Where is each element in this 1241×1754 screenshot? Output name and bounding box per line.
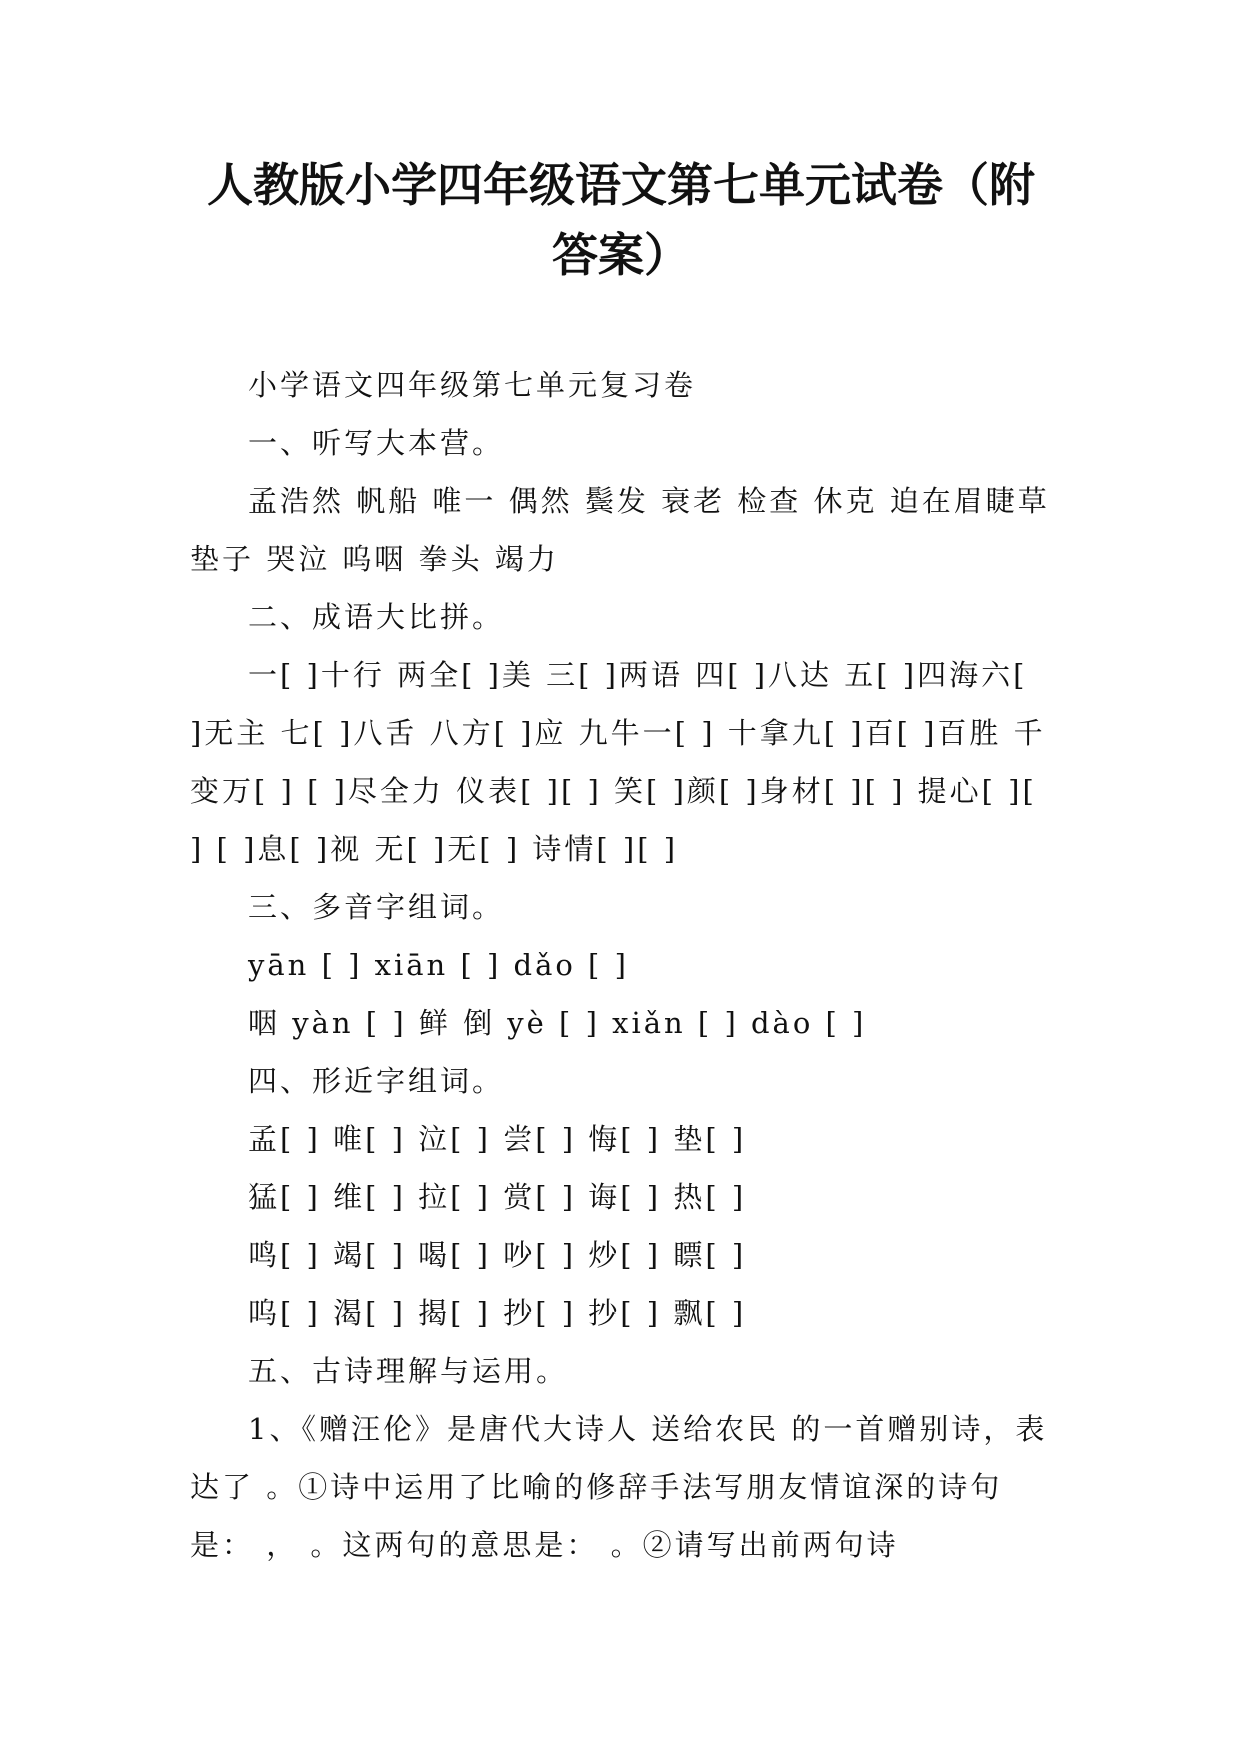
section-heading-5: 五、古诗理解与运用。 bbox=[248, 1354, 569, 1388]
section-heading-2: 二、成语大比拼。 bbox=[248, 600, 505, 634]
polyphone-line-1: yān [ ] xiān [ ] dǎo [ ] bbox=[248, 948, 629, 982]
section-heading-1: 一、听写大本营。 bbox=[248, 426, 505, 460]
dictation-words: 孟浩然 帆船 唯一 偶然 鬓发 衰老 检查 休克 迫在眉睫草垫子 哭泣 呜咽 拳头 竭力 bbox=[190, 484, 1050, 576]
similar-chars-row-1: 孟[ ] 唯[ ] 泣[ ] 尝[ ] 悔[ ] 垫[ ] bbox=[248, 1122, 747, 1156]
similar-chars-row-2: 猛[ ] 维[ ] 拉[ ] 赏[ ] 诲[ ] 热[ ] bbox=[248, 1180, 747, 1214]
section-heading-3: 三、多音字组词。 bbox=[248, 890, 505, 924]
polyphone-line-2: 咽 yàn [ ] 鲜 倒 yè [ ] xiǎn [ ] dào [ ] bbox=[248, 1006, 867, 1040]
section-heading-4: 四、形近字组词。 bbox=[248, 1064, 505, 1098]
document-title: 人教版小学四年级语文第七单元试卷（附答案） bbox=[207, 158, 1035, 282]
similar-chars-row-4: 呜[ ] 渴[ ] 揭[ ] 抄[ ] 抄[ ] 飘[ ] bbox=[248, 1296, 747, 1330]
document-body bbox=[190, 356, 1052, 1574]
poem-question-1: 1、《赠汪伦》是唐代大诗人 送给农民 的一首赠别诗，表达了 。①诗中运用了比喻的修辞手法写朋友情谊深的诗句是： ， 。这两句的意思是： 。②请写出前两句诗 bbox=[190, 1412, 1048, 1562]
paper-subtitle: 小学语文四年级第七单元复习卷 bbox=[248, 368, 697, 402]
idiom-blanks: 一[ ]十行 两全[ ]美 三[ ]两语 四[ ]八达 五[ ]四海六[ ]无主 七[ ]八舌 八方[ ]应 九牛一[ ] 十拿九[ ]百[ ]百胜 千变万[ ] [ ]尽全力 仪表[ ][ ] 笑[ ]颜[ ]身材[ ][ ] 提心[ ][ ] [ ]息[ ]视 无[ ]无[ ] 诗情[ ][ ] bbox=[190, 658, 1046, 866]
similar-chars-row-3: 鸣[ ] 竭[ ] 喝[ ] 吵[ ] 炒[ ] 瞟[ ] bbox=[248, 1238, 747, 1272]
